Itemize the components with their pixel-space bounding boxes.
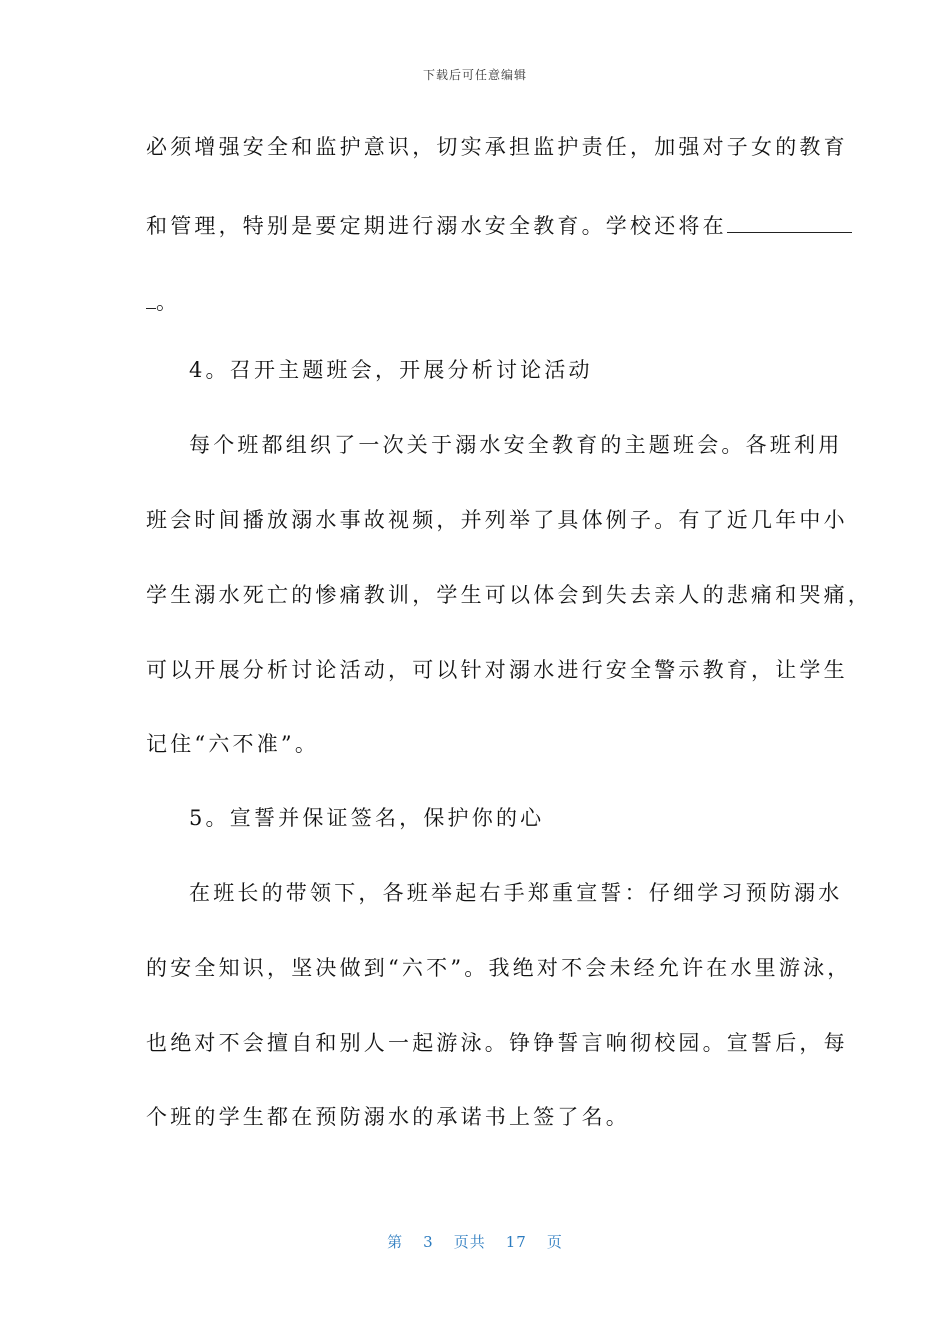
paragraph-line: 的安全知识，坚决做到“六不”。我绝对不会未经允许在水里游泳， <box>146 956 852 980</box>
fill-blank <box>727 212 852 233</box>
page-suffix: 页 <box>546 1233 563 1251</box>
paragraph-line: 学生溺水死亡的惨痛教训，学生可以体会到失去亲人的悲痛和哭痛， <box>146 583 872 607</box>
section-heading: 4。召开主题班会，开展分析讨论活动 <box>189 358 593 382</box>
paragraph-line: 记住“六不准”。 <box>146 732 320 756</box>
section-heading: 5。宣誓并保证签名，保护你的心 <box>189 806 545 830</box>
fill-blank-continuation <box>146 288 156 309</box>
paragraph-line: 在班长的带领下，各班举起右手郑重宣誓：仔细学习预防溺水 <box>189 881 843 905</box>
paragraph-line <box>146 212 852 237</box>
paragraph-line: 也绝对不会擅自和别人一起游泳。铮铮誓言响彻校园。宣誓后，每 <box>146 1031 848 1055</box>
paragraph-line: 个班的学生都在预防溺水的承诺书上签了名。 <box>146 1105 630 1129</box>
page-footer <box>0 1231 950 1252</box>
page-total: 17 <box>505 1233 527 1251</box>
page-prefix: 第 <box>387 1233 404 1251</box>
page-mid: 页共 <box>453 1233 486 1251</box>
paragraph-line <box>146 288 180 313</box>
paragraph-line: 每个班都组织了一次关于溺水安全教育的主题班会。各班利用 <box>189 433 843 457</box>
paragraph-line: 必须增强安全和监护意识，切实承担监护责任，加强对子女的教育 <box>146 135 848 159</box>
line-text: 和管理，特别是要定期进行溺水安全教育。学校还将在 <box>146 214 727 238</box>
paragraph-line: 可以开展分析讨论活动，可以针对溺水进行安全警示教育，让学生 <box>146 658 848 682</box>
header-note: 下载后可任意编辑 <box>422 68 527 82</box>
line-text: 。 <box>156 290 181 314</box>
page-number: 3 <box>423 1233 434 1251</box>
paragraph-line: 班会时间播放溺水事故视频，并列举了具体例子。有了近几年中小 <box>146 508 848 532</box>
